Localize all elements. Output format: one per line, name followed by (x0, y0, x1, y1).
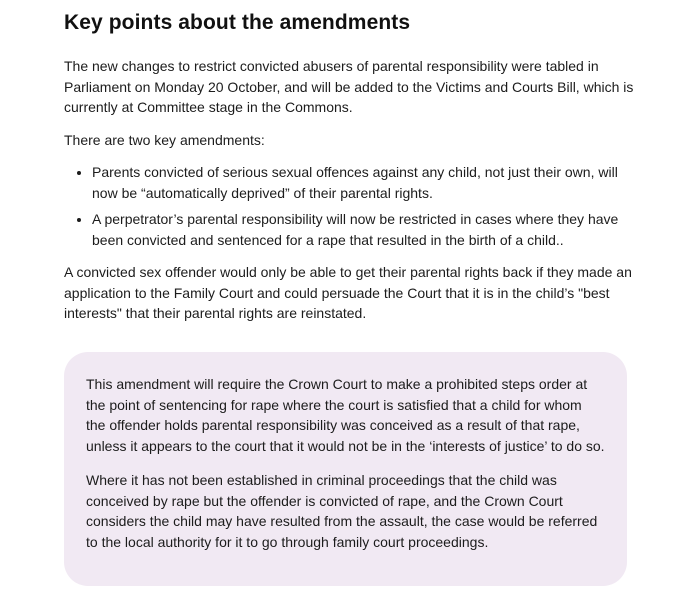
callout-box (64, 352, 627, 586)
amendment-item-2: • A perpetrator’s parental responsibility will now be restricted in cases where they have been convicted and sentenced for a rape that resulted in the birth of a child.. (92, 209, 634, 250)
intro-paragraph: The new changes to restrict convicted abusers of parental responsibility were tabled in Parliament on Monday 20 October, and will be added to the Victims and Courts Bill, which is currently at Committee stage in the Commons. (64, 58, 634, 115)
callout-paragraph-1: This amendment will require the Crown Court to make a prohibited steps order at the point of sentencing for rape where the court is satisfied that a child for whom the offender holds parental responsibility was conceived as a result of that rape, unless it appears to the court that it would not be in the ‘interests of justice’ to do so. (86, 376, 605, 454)
article-section (64, 8, 634, 336)
amendment-item-1: • Parents convicted of serious sexual offences against any child, not just their own, will now be “automatically deprived” of their parental rights. (92, 162, 634, 203)
conclusion-paragraph: A convicted sex offender would only be able to get their parental rights back if they made an application to the Family Court and could persuade the Court that it is in the child’s "best interests" that their parental rights are reinstated. (64, 264, 632, 321)
callout-paragraph-2: Where it has not been established in criminal proceedings that the child was conceived by rape but the offender is convicted of rape, and the Crown Court considers the child may have resulted from the assault, the case would be referred to the local authority for it to go through family court proceedings. (86, 472, 598, 550)
lead-in-paragraph: There are two key amendments: (64, 131, 265, 148)
section-heading: Key points about the amendments (64, 11, 411, 34)
amendments-list (64, 162, 634, 250)
